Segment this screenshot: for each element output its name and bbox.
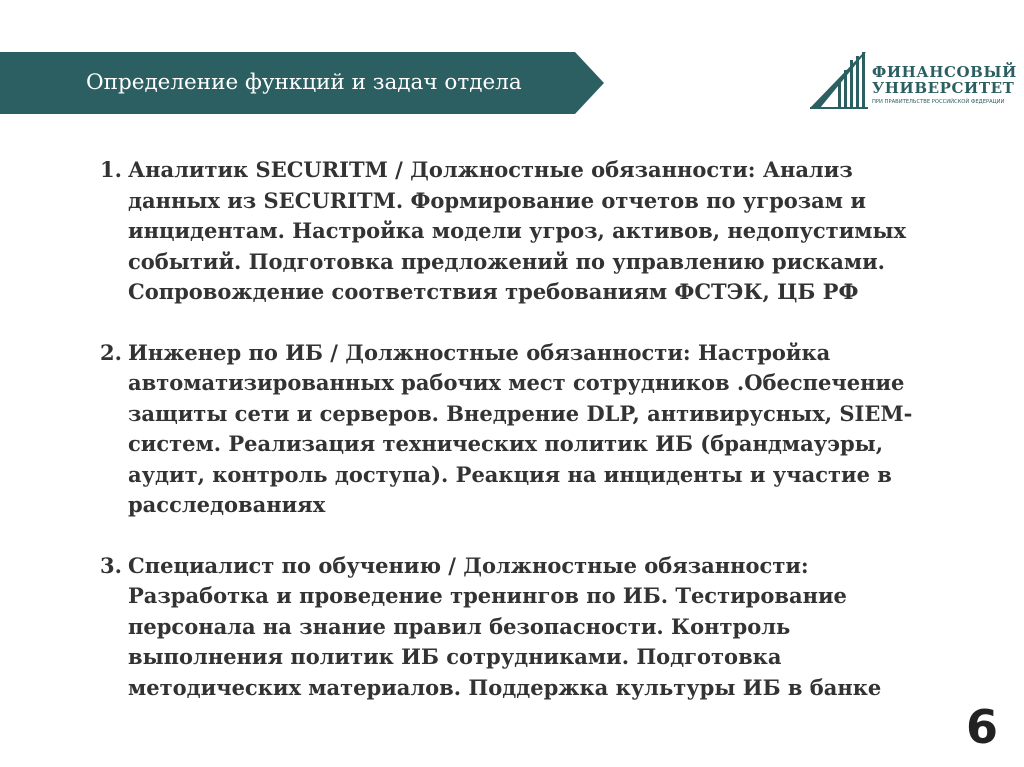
list-item-line: инцидентам. Настройка модели угроз, активов, недопустимых	[128, 218, 907, 243]
list-item-line: защиты сети и серверов. Внедрение DLP, антивирусных, SIEM-	[128, 400, 913, 426]
logo-text-line2: УНИВЕРСИТЕТ	[872, 79, 1015, 97]
logo-emblem-icon	[808, 50, 872, 114]
list-item-line: Аналитик SECURITM / Должностные обязанности: Анализ	[128, 157, 853, 182]
list-item-line: автоматизированных рабочих мест сотрудников .Обеспечение	[128, 370, 905, 395]
duties-list	[100, 155, 940, 703]
list-item-line: методических материалов. Поддержка культуры ИБ в банке	[128, 674, 882, 700]
list-item-number: 3.	[100, 552, 122, 578]
list-item	[100, 551, 940, 704]
list-item-line: Специалист по обучению / Должностные обязанности:	[128, 552, 809, 578]
list-item-line: расследованиях	[128, 492, 326, 517]
list-item-number: 1.	[100, 157, 122, 182]
list-item	[100, 155, 940, 308]
list-item-line: Разработка и проведение тренингов по ИБ. Тестирование	[128, 583, 847, 608]
list-item-line: Инженер по ИБ / Должностные обязанности: Настройка	[128, 339, 831, 365]
page-number: 6	[965, 700, 998, 754]
slide-title: Определение функций и задач отдела	[86, 70, 522, 95]
list-item-line: Сопровождение соответствия требованиям ФСТЭК, ЦБ РФ	[128, 279, 859, 304]
logo-text-line1: ФИНАНСОВЫЙ	[872, 63, 1017, 81]
list-item-line: систем. Реализация технических политик ИБ (брандмауэры,	[128, 431, 884, 456]
list-item-line: выполнения политик ИБ сотрудниками. Подготовка	[128, 644, 782, 669]
list-item-line: данных из SECURITM. Формирование отчетов по угрозам и	[128, 187, 866, 213]
list-item	[100, 338, 940, 521]
university-logo	[808, 50, 1017, 114]
list-item-number: 2.	[100, 339, 122, 365]
list-item-line: событий. Подготовка предложений по управлению рисками.	[128, 248, 885, 274]
list-item-line: аудит, контроль доступа). Реакция на инциденты и участие в	[128, 461, 892, 487]
list-item-line: персонала на знание правил безопасности. Контроль	[128, 613, 791, 639]
logo-text-line3: ПРИ ПРАВИТЕЛЬСТВЕ РОССИЙСКОЙ ФЕДЕРАЦИИ	[872, 99, 1005, 105]
